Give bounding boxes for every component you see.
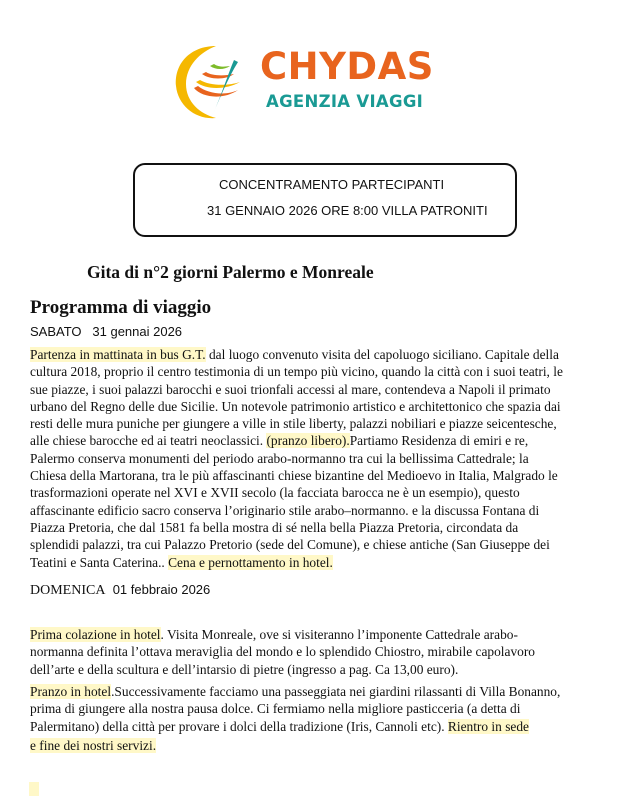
- text-line: [30, 519, 602, 536]
- line-text: .Successivamente facciamo una passeggiata nei giardini rilassanti di Villa Bonanno,: [111, 684, 561, 699]
- sunday-morning-description: [30, 626, 602, 678]
- meeting-details: 31 GENNAIO 2026 ORE 8:00 VILLA PATRONITI: [207, 203, 488, 218]
- text-line: [30, 363, 602, 380]
- highlighted-text: Rientro in sede: [447, 718, 529, 734]
- highlight-mark: [29, 782, 39, 796]
- line-text: affascinante edificio sacro conserva l’originario stile arabo–normanno. e la discussa Fontana di: [30, 502, 540, 518]
- highlighted-text: Partenza in mattinata in bus G.T.: [30, 347, 206, 362]
- line-text: Palermo conserva monumenti del periodo arabo-normanno tra cui la bellissima Cattedrale; la: [30, 450, 529, 466]
- line-text: resti delle mura puniche per giungere a ville in stile liberty, palazzi nobiliari e piazze seicentesche,: [30, 416, 557, 432]
- text-line: [30, 450, 602, 467]
- line-text: Teatini e Santa Caterina..: [30, 554, 169, 570]
- text-line: [30, 398, 602, 415]
- program-title: Programma di viaggio: [30, 297, 212, 318]
- line-text: trasformazioni operate nel XVI e XVII secolo (la facciata barocca ne è un esempio), questo: [30, 485, 520, 501]
- agency-logo: [172, 42, 442, 122]
- highlighted-text: (pranzo libero).: [266, 433, 350, 449]
- day-date: 01 febbraio 2026: [112, 582, 211, 597]
- text-line: [30, 554, 602, 571]
- line-text: Partiamo Residenza di emiri e re,: [349, 433, 529, 449]
- text-line: [30, 484, 602, 501]
- line-text: urbano del Regno delle due Sicilie. Un notevole patrimonio artistico e architettonico che spazia dai: [30, 398, 561, 414]
- day-name: DOMENICA: [30, 583, 106, 598]
- highlighted-text: Cena e pernottamento in hotel.: [168, 554, 333, 570]
- text-line: [30, 700, 602, 717]
- saturday-description: [30, 346, 602, 571]
- text-line: [30, 502, 602, 519]
- text-line: [30, 626, 602, 643]
- text-line: [30, 432, 602, 449]
- text-line: [30, 346, 602, 363]
- line-text: splendidi palazzi, tra cui Palazzo Pretorio (sede del Comune), e chiese antiche (San Giuseppe dei: [30, 537, 550, 553]
- line-text: prima di giungere alla nostra pausa dolce. Ci fermiamo nella migliore pasticceria (a detta di: [30, 701, 521, 717]
- text-line: [30, 661, 602, 678]
- line-text: Palermitano) della città per provare i dolci della tradizione (Iris, Cannoli etc).: [30, 718, 448, 734]
- highlighted-text: Prima colazione in hotel: [30, 627, 161, 642]
- line-text: alle chiese barocche ed ai teatri neoclassici.: [30, 433, 267, 449]
- line-text: cultura 2018, proprio il centro testimonia di un tempo più vicino, quando la città con i suoi teatri, le: [30, 364, 563, 380]
- line-text: sue piazze, i suoi palazzi barocchi e suoi trionfali accessi al mare, contendeva a Napoli il primato: [30, 381, 551, 397]
- line-text: normanna definita l’ottava meraviglia del mondo e lo splendido Chiostro, mirabile capolavoro: [30, 644, 535, 660]
- brand-subtitle: AGENZIA VIAGGI: [266, 92, 424, 111]
- day-heading-saturday: [30, 324, 182, 339]
- brand-name: CHYDAS: [260, 45, 434, 88]
- line-text: Chiesa della Martorana, tra le più affascinanti chiese bizantine del Medioevo in Italia, Malgrado le: [30, 468, 558, 484]
- meeting-title: CONCENTRAMENTO PARTECIPANTI: [219, 177, 445, 192]
- highlighted-text: Pranzo in hotel: [30, 684, 112, 699]
- day-date: 31 gennai 2026: [92, 324, 183, 339]
- text-line: [30, 467, 602, 484]
- line-text: dell’arte e della scultura e dell’intarsio di pietre (ingresso a pag. Ca 13,00 euro).: [30, 661, 459, 677]
- globe-swirl-icon: [172, 42, 260, 122]
- text-line: [30, 718, 602, 735]
- text-line: [30, 643, 602, 660]
- meeting-info-box: [133, 163, 517, 237]
- line-text: Piazza Pretoria, che dal 1581 fa bella mostra di sé nella bella Piazza Pretoria, circondata da: [30, 519, 519, 535]
- line-text: dal luogo convenuto visita del capoluogo siciliano. Capitale della: [205, 347, 559, 362]
- day-heading-sunday: [30, 582, 210, 599]
- text-line: [30, 415, 602, 432]
- closing-text: e fine dei nostri servizi.: [30, 738, 157, 753]
- line-text: . Visita Monreale, ove si visiteranno l’imponente Cattedrale arabo-: [160, 627, 518, 642]
- closing-line: [30, 737, 602, 754]
- sunday-afternoon-description: [30, 683, 602, 735]
- text-line: [30, 683, 602, 700]
- text-line: [30, 536, 602, 553]
- day-name: SABATO: [30, 324, 82, 339]
- trip-title: Gita di n°2 giorni Palermo e Monreale: [87, 262, 374, 282]
- text-line: [30, 381, 602, 398]
